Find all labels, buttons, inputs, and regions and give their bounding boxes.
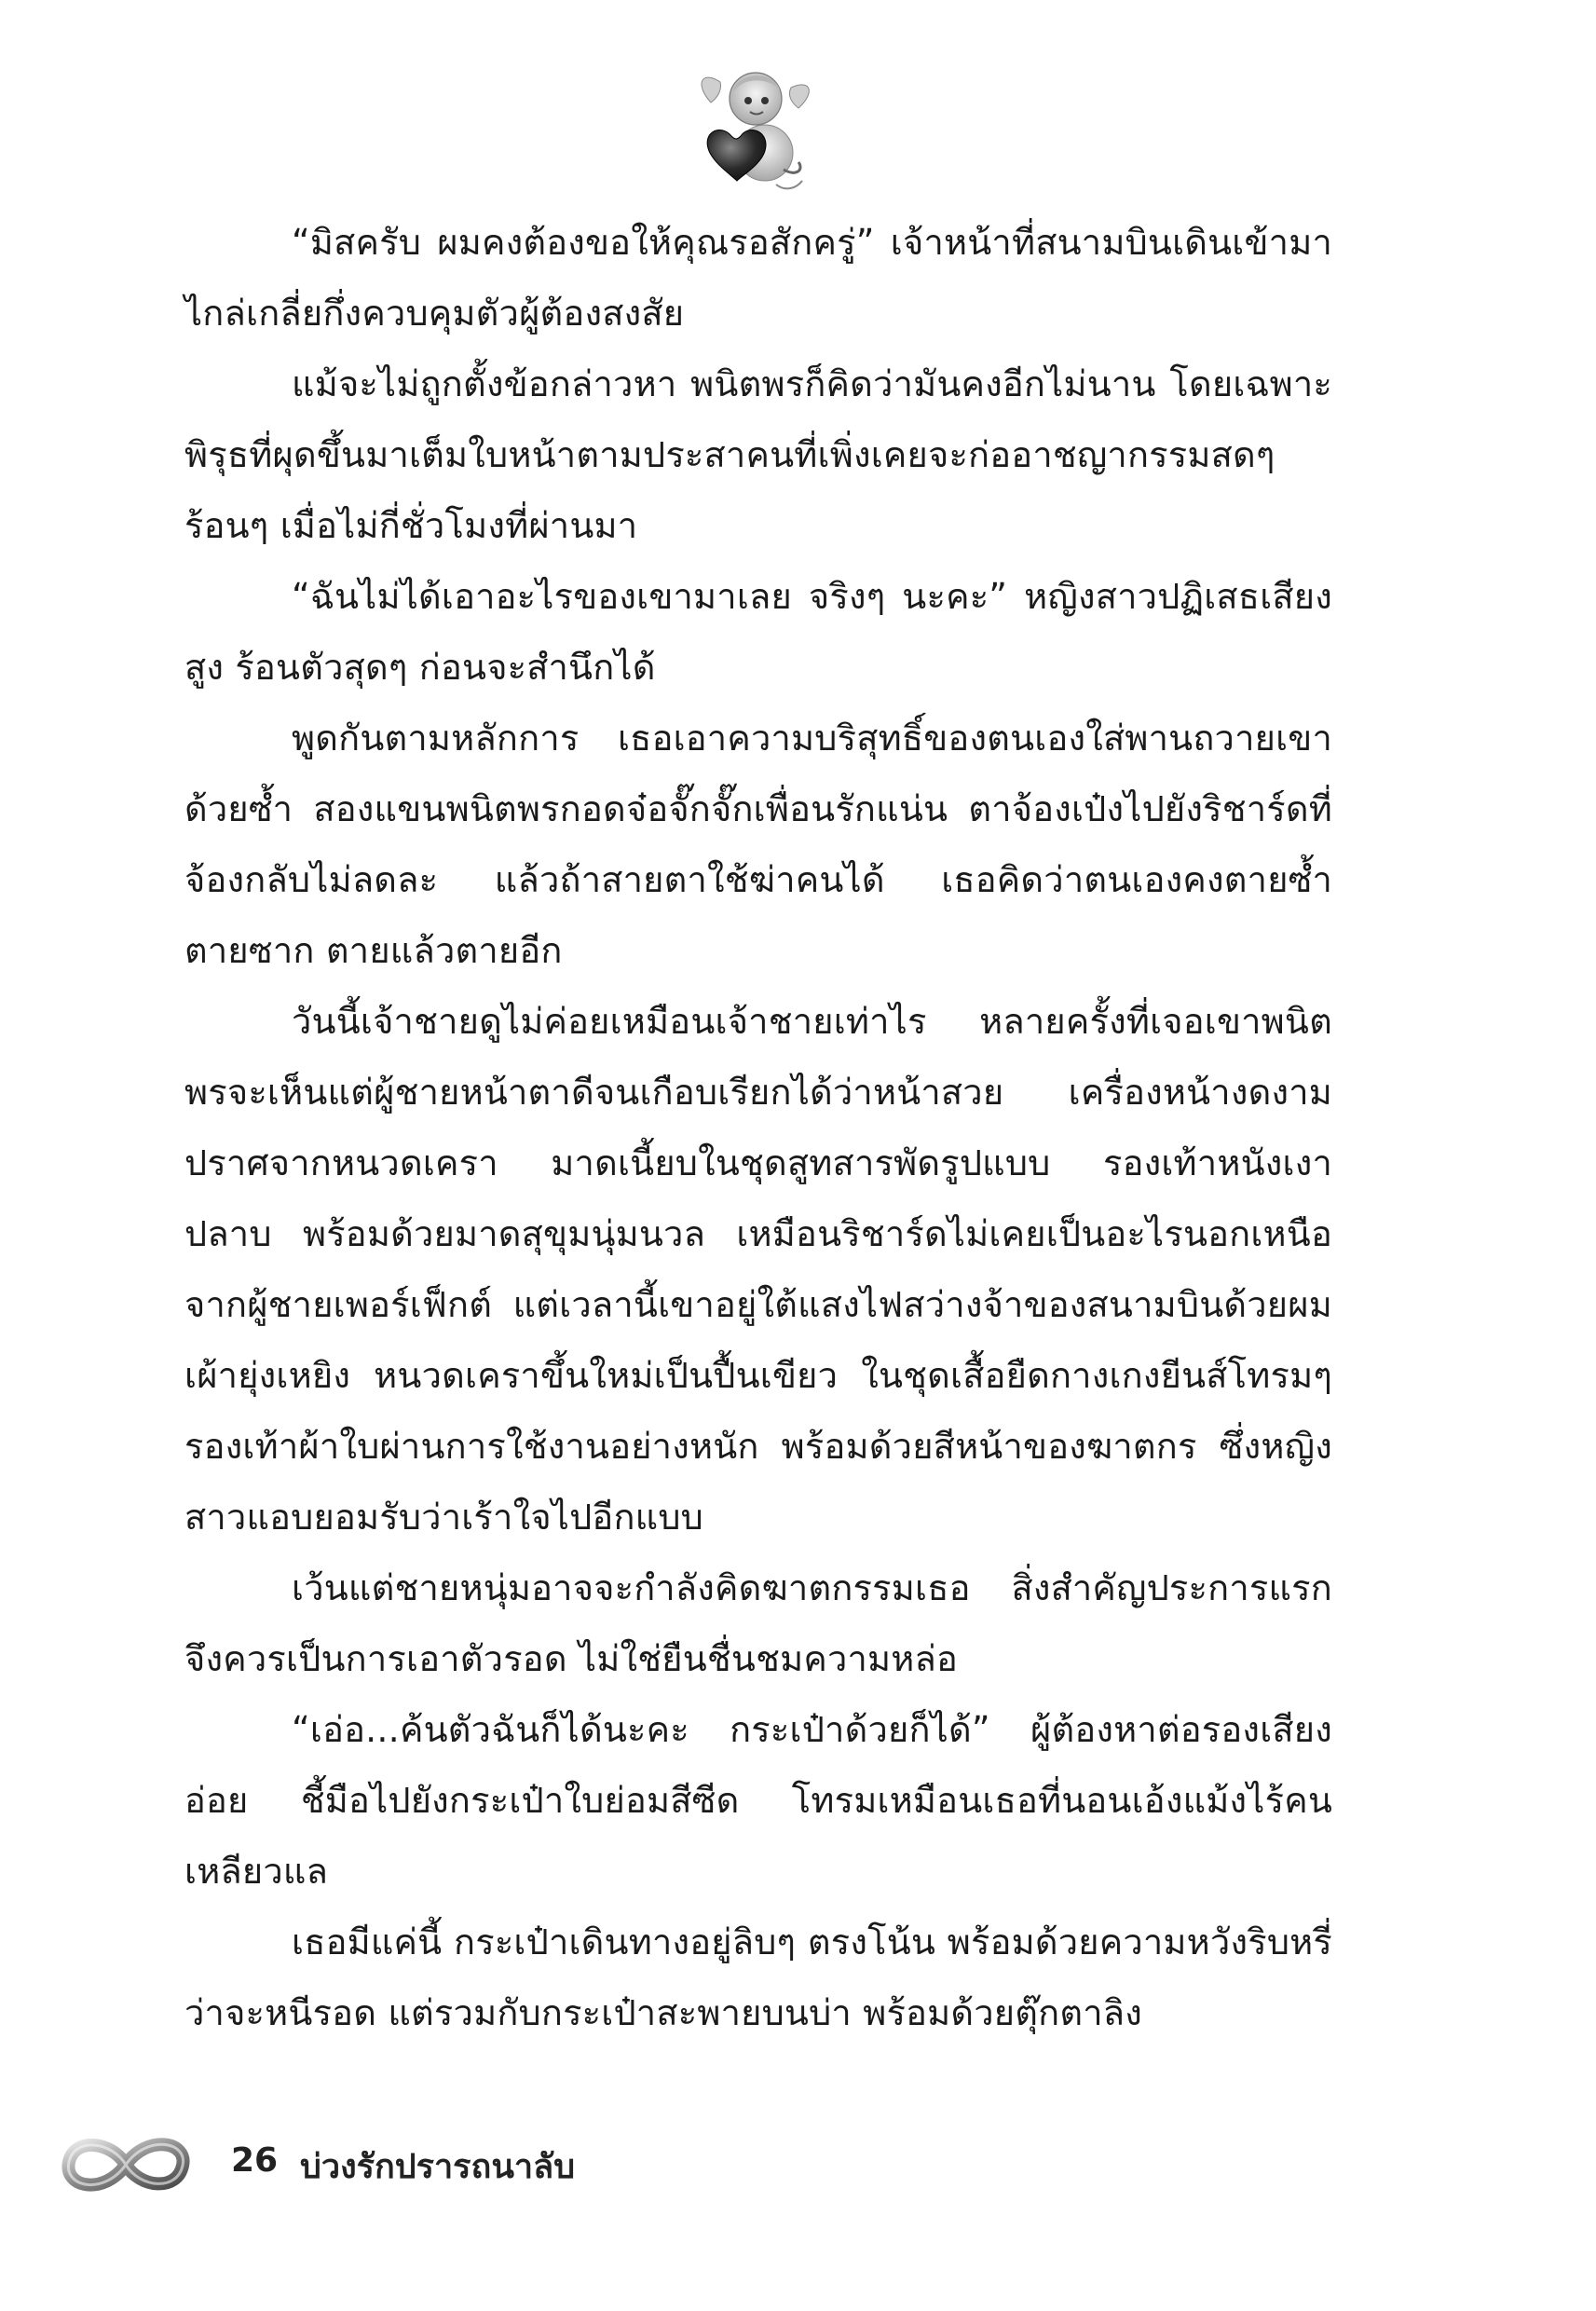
infinity-icon bbox=[56, 2123, 196, 2207]
paragraph-6: เว้นแต่ชายหนุ่มอาจจะกำลังคิดฆาตกรรมเธอ สิ่งสำคัญประการแรกจึงควรเป็นการเอาตัวรอด ไม่ใช่ยืนชื่นชมความหล่อ bbox=[184, 1567, 1332, 1679]
paragraph-1: “มิสครับ ผมคงต้องขอให้คุณรอสักครู่” เจ้าหน้าที่สนามบินเดินเข้ามาไกล่เกลี่ยกึ่งควบคุมตัวผู้ต้องสงสัย bbox=[184, 222, 1332, 334]
book-title: บ่วงรักปรารถนาลับ bbox=[300, 2148, 576, 2186]
paragraph-3: “ฉันไม่ได้เอาอะไรของเขามาเลย จริงๆ นะคะ” หญิงสาวปฏิเสธเสียงสูง ร้อนตัวสุดๆ ก่อนจะสำนึกได้ bbox=[184, 576, 1332, 688]
paragraph-7: “เอ่อ...ค้นตัวฉันก็ได้นะคะ กระเป๋าด้วยก็ได้” ผู้ต้องหาต่อรองเสียงอ่อย ชี้มือไปยังกระเป๋าใบย่อมสีซีด โทรมเหมือนเธอที่นอนเอ้งแม้งไร้คนเหลียวแล bbox=[184, 1709, 1332, 1892]
cupid-heart-icon bbox=[694, 65, 815, 196]
body-text bbox=[184, 207, 1332, 2048]
paragraph-8: เธอมีแค่นี้ กระเป๋าเดินทางอยู่ลิบๆ ตรงโน้น พร้อมด้วยความหวังริบหรี่ว่าจะหนีรอด แต่รวมกับกระเป๋าสะพายบนบ่า พร้อมด้วยตุ๊กตาลิง bbox=[184, 1921, 1332, 2033]
paragraph-2: แม้จะไม่ถูกตั้งข้อกล่าวหา พนิตพรก็คิดว่ามันคงอีกไม่นาน โดยเฉพาะพิรุธที่ผุดขึ้นมาเต็มใบหน้าตามประสาคนที่เพิ่งเคยจะก่ออาชญากรรมสดๆ ร้อนๆ เมื่อไม่กี่ชั่วโมงที่ผ่านมา bbox=[184, 363, 1332, 546]
page-number: 26 bbox=[231, 2141, 279, 2180]
paragraph-5: วันนี้เจ้าชายดูไม่ค่อยเหมือนเจ้าชายเท่าไร หลายครั้งที่เจอเขาพนิตพรจะเห็นแต่ผู้ชายหน้าตาดีจนเกือบเรียกได้ว่าหน้าสวย เครื่องหน้างดงามปราศจากหนวดเครา มาดเนี้ยบในชุดสูทสารพัดรูปแบบ รองเท้าหนังเงาปลาบ พร้อมด้วยมาดสุขุมนุ่มนวล เหมือนริชาร์ดไม่เคยเป็นอะไรนอกเหนือจากผู้ชายเพอร์เฟ็กต์ แต่เวลานี้เขาอยู่ใต้แสงไฟสว่างจ้าของสนามบินด้วยผมเผ้ายุ่งเหยิง หนวดเคราขึ้นใหม่เป็นปื้นเขียว ในชุดเสื้อยืดกางเกงยีนส์โทรมๆ รองเท้าผ้าใบผ่านการใช้งานอย่างหนัก พร้อมด้วยสีหน้าของฆาตกร ซึ่งหญิงสาวแอบยอมรับว่าเร้าใจไปอีกแบบ bbox=[184, 1001, 1332, 1538]
paragraph-4: พูดกันตามหลักการ เธอเอาความบริสุทธิ์ของตนเองใส่พานถวายเขาด้วยซ้ำ สองแขนพนิตพรกอดจ๋อจั๊กจั๊กเพื่อนรักแน่น ตาจ้องเป๋งไปยังริชาร์ดที่จ้องกลับไม่ลดละ แล้วถ้าสายตาใช้ฆ่าคนได้ เธอคิดว่าตนเองคงตายซ้ำตายซาก ตายแล้วตายอีก bbox=[184, 718, 1332, 971]
page-footer bbox=[56, 2123, 894, 2216]
